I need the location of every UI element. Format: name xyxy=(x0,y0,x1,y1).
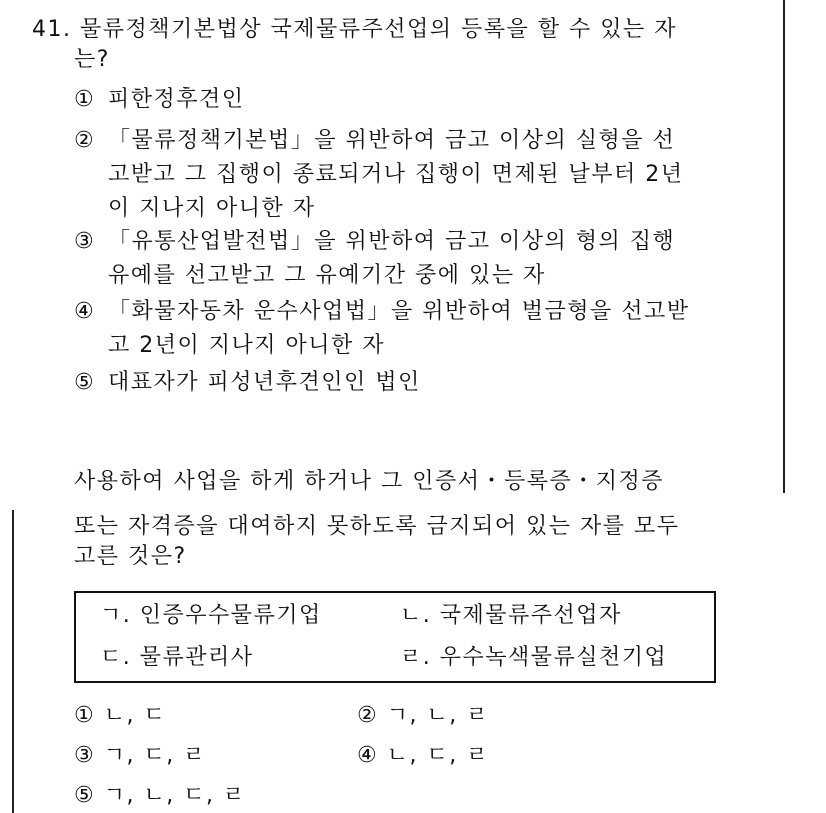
option-text-continued: 이 지나지 아니한 자 xyxy=(108,196,316,221)
question-42-stem-line3: 고른 것은? xyxy=(74,544,187,569)
option-number: ③ xyxy=(74,229,96,254)
option-number: ① xyxy=(74,87,96,112)
option-text-continued: 고 2년이 지나지 아니한 자 xyxy=(108,333,385,358)
answer-1: ① ㄴ, ㄷ xyxy=(74,703,167,728)
question-stem-text: 물류정책기본법상 국제물류주선업의 등록을 할 수 있는 자 xyxy=(80,17,678,42)
option-2 xyxy=(74,124,684,226)
column-divider-bottom xyxy=(12,510,14,813)
option-5 xyxy=(74,366,421,400)
answer-4: ④ ㄴ, ㄷ, ㄹ xyxy=(357,743,489,768)
option-text: 「유통산업발전법」을 위반하여 금고 이상의 형의 집행 xyxy=(108,229,676,254)
question-42-stem-line2: 또는 자격증을 대여하지 못하도록 금지되어 있는 자를 모두 xyxy=(74,514,680,539)
option-text: 대표자가 피성년후견인인 법인 xyxy=(108,370,421,395)
answer-3: ③ ㄱ, ㄷ, ㄹ xyxy=(74,743,206,768)
option-3 xyxy=(74,225,675,293)
option-number: ② xyxy=(74,128,96,153)
option-text-continued: 고받고 그 집행이 종료되거나 집행이 면제된 날부터 2년 xyxy=(108,162,684,187)
answer-2: ② ㄱ, ㄴ, ㄹ xyxy=(357,703,489,728)
question-42-stem-line1: 사용하여 사업을 하게 하거나 그 인증서・등록증・지정증 xyxy=(74,469,665,494)
choice-a: ㄱ. 인증우수물류기업 xyxy=(100,603,322,628)
choices-box xyxy=(74,591,716,683)
question-41-stem-line2: 는? xyxy=(74,47,110,72)
option-1 xyxy=(74,83,245,117)
choice-d: ㄹ. 우수녹색물류실천기업 xyxy=(400,645,668,670)
option-text: 피한정후견인 xyxy=(108,87,245,112)
choice-b: ㄴ. 국제물류주선업자 xyxy=(400,603,622,628)
answer-5: ⑤ ㄱ, ㄴ, ㄷ, ㄹ xyxy=(74,783,246,808)
option-text: 「화물자동차 운수사업법」을 위반하여 벌금형을 선고받 xyxy=(108,299,690,324)
option-number: ④ xyxy=(74,299,96,324)
choice-c: ㄷ. 물류관리사 xyxy=(100,645,254,670)
option-number: ⑤ xyxy=(74,370,96,395)
column-divider-top xyxy=(783,0,785,493)
question-41-stem-line1 xyxy=(32,13,677,47)
option-4 xyxy=(74,295,690,363)
option-text: 「물류정책기본법」을 위반하여 금고 이상의 실형을 선 xyxy=(108,128,676,153)
question-number: 41. xyxy=(32,17,72,42)
option-text-continued: 유예를 선고받고 그 유예기간 중에 있는 자 xyxy=(108,263,546,288)
